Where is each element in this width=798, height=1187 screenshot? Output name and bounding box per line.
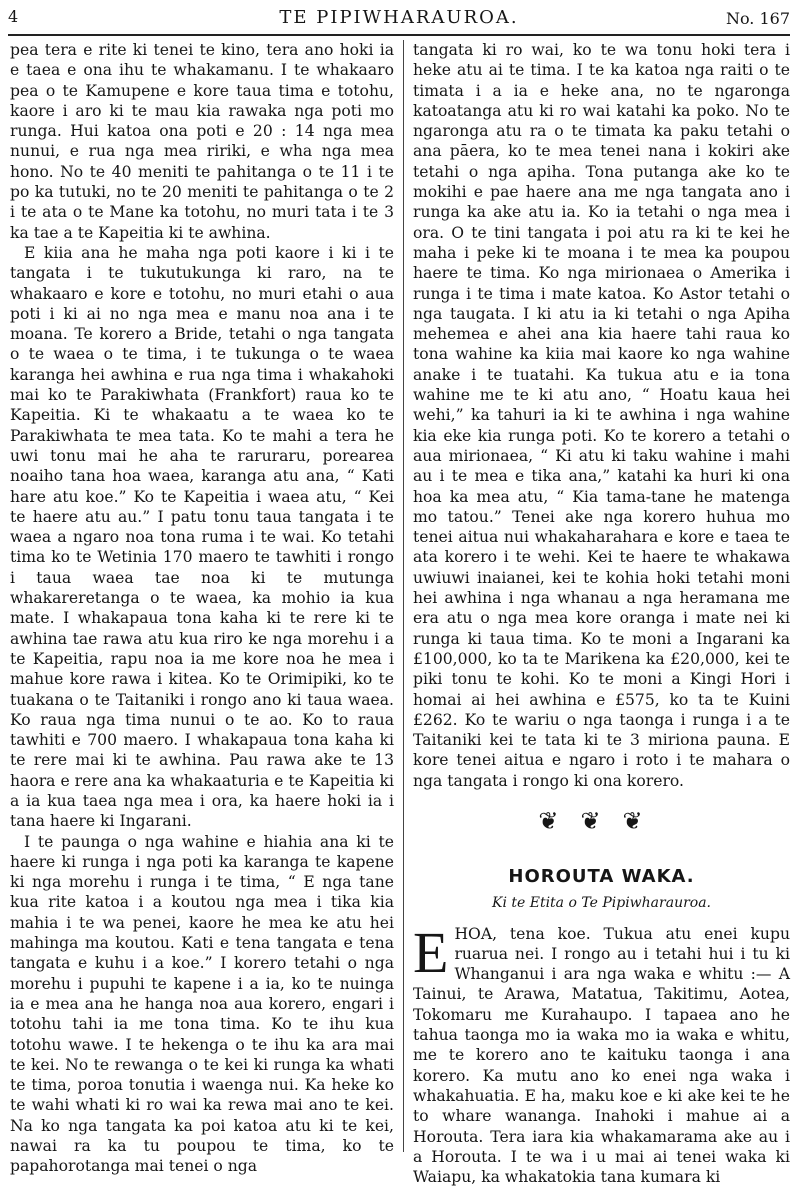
- page-header: [8, 4, 790, 36]
- right-column: [413, 40, 790, 1187]
- newspaper-title: TE PIPIWHARAUROA.: [279, 7, 519, 28]
- left-column: [10, 40, 394, 1176]
- column-divider: [403, 40, 404, 1152]
- article-body-text: HOA, tena koe. Tukua atu enei kupu ruarua nei. I rongo au i tetahi hui i tu ki Whanganui i ara nga waka e whitu :— A Tainui, te Arawa, Matatua, Takitimu, Aotea, Tokomaru me Kurahaupo. I tapaea ano he tahua taonga mo ia waka mo ia waka e whitu, me te korero ano te kaituku taonga i ana korero. Ka mutu ano ko enei nga waka i whakahuatia. E ha, maku koe e ki ake kei te he to whare wananga. Inahoki i mahue ai a Horouta. Tera iara kia whakamarama ake au i a Horouta. I te wa i u mai ai tenei waka ki Waiapu, ka whakatokia tana kumara ki: [413, 924, 790, 1187]
- article-body: [413, 919, 790, 1187]
- fleuron-icon: ❦: [622, 806, 665, 835]
- fleuron-icon: ❦: [538, 806, 581, 835]
- issue-number: No. 167: [725, 9, 790, 28]
- left-paragraph-2: E kiia ana he maha nga poti kaore i ki i te tangata i te tukutukunga ki raro, na te whakaaro e kore e totohu, no muri etahi o aua poti i ki ai no nga mea e manu noa ana i te moana. Te korero a Bride, tetahi o nga tangata o te waea o te tima, i te tukunga o te waea karanga hei awhina e rua nga tima i whakahoki mai ko te Parakiwhata (Frankfort) raua ko te Kapeitia. Ki te whakaatu a te waea ko te Parakiwhata te mea tata. Ko te mahi a tera he uwi tonu mai he aha te raruraru, porearea noaiho tana hoa waea, karanga atu ana, “ Kati hare atu koe.” Ko te Kapeitia i waea atu, “ Kei te haere atu au.” I patu tonu taua tangata i te waea a ngaro noa tona ruma i te wai. Ko tetahi tima ko te Wetinia 170 maero te tawhiti i rongo i taua waea tae noa ki te mutunga whakareretanga o te waea, ka mohio ia kua mate. I whakapaua tona kaha ki te rere ki te awhina tae rawa atu kua riro ke nga morehu i a te Kapeitia, rapu noa ia me kore noa he mea i mahue kore rawa i kitea. Ko te Orimipiki, ko te tuakana o te Taitaniki i rongo ano ki taua waea. Ko raua nga tima nunui o te ao. Ko to raua tawhiti e 700 maero. I whakapaua tona kaha ki te rere mai ki te awhina. Pau rawa ake te 13 haora e rere ana ka whakaaturia e te Kapeitia ki a ia kua taea nga mea i ora, ka haere hoki ia i tana haere ki Ingarani.: [10, 243, 394, 831]
- article-byline: Ki te Etita o Te Pipiwharauroa.: [491, 895, 712, 912]
- article-title: HOROUTA WAKA.: [508, 865, 695, 887]
- left-paragraph-1: pea tera e rite ki tenei te kino, tera ano hoki ia e taea e ona ihu te whakamanu. I te whakaaro pea o te Kamupene e kore taua tima e totohu, kaore i aro ki te mau kia rawaka nga poti mo runga. Hui katoa ona poti e 20 : 14 nga mea nunui, e rua nga mea ririki, e wha nga mea hono. No te 40 meniti te pahitanga o te 11 i te po ka tutuki, no te 20 meniti te pahitanga o te 2 i te ata o te Mane ka totohu, no muri tata i te 3 ka tae a te Kapeitia ki te awhina.: [10, 41, 394, 242]
- right-paragraph-1: tangata ki ro wai, ko te wa tonu hoki tera i heke atu ai te tima. I te ka katoa nga raiti o te timata i a ia e heke ana, no te ngaronga katoatanga atu ki ro wai katahi ka poko. No te ngaronga atu ra o te timata ka paku tetahi o ana pāera, ko te mea tenei nana i kokiri ake tetahi o nga apiha. Tona putanga ake ko te mokihi e pae haere ana me nga tangata ano i runga ka ake atu ia. Ko ia tetahi o nga mea i ora. O te tini tangata i poi atu ra ki te kei he maha i peke ki te moana i te mea ka poupou haere te tima. Ko nga mirionaea o Amerika i runga i te tima i mate katoa. Ko Astor tetahi o nga taugata. I ki atu ia ki tetahi o nga Apiha mehemea e ahei ana kia haere tahi raua ko tona wahine ka kiia mai kaore ko nga wahine anake i te tuatahi. Ka tukua atu e ia tona wahine me te ki atu ano, “ Hoatu kaua hei wehi,” ka tahuri ia ki te awhina i nga wahine kia eke kia runga poti. Ko te korero a tetahi o aua mirionaea, “ Ki atu ki taku wahine i mahi au i te mea e tika ana,” katahi ka huri ki ona hoa ka mea atu, “ Kia tama-tane he matenga mo tatou.” Tenei ake nga korero huhua mo tenei aitua nui whakaharahara e kore e taea te ata korero i te wehi. Kei te haere te whakawa uwiuwi inaianei, kei te kohia hoki tetahi moni hei awhina i nga whanau a nga heramana me era atu o nga mea kore oranga i mate nei ki runga ki taua tima. Ko te moni a Ingarani ka £100,000, ko ta te Marikena ka £20,000, kei te piki tonu te kohi. Ko te moni a Kingi Hori i homai ai hei awhina e £575, ko ta te Kuini £262. Ko te wariu o nga taonga i runga i a te Taitaniki kei te tata ki te 3 miriona pauna. E kore tenei aitua e ngaro i roto i te mahara o nga tangata i rongo ki ona korero.: [413, 41, 790, 790]
- header-rule: [8, 34, 790, 36]
- ornament-divider: [413, 806, 790, 841]
- left-paragraph-3: I te paunga o nga wahine e hiahia ana ki te haere ki runga i nga poti ka karanga te kapene ki nga morehu i runga i te tima, “ E nga tane kua rite katoa i a koutou nga mea i tika kia mahia i te wa penei, kaore he mea ke atu hei mahinga ma koutou. Kati e tena tangata e tena tangata e kuhu i a koe.” I korero tetahi o nga morehu i pupuhi te kapene i a ia, ko te nuinga ia e mea ana he hanga noa aua korero, engari i totohu tahi ia me tona tima. Ko te ihu kua totohu wawe. I te hekenga o te ihu ka ara mai te kei. No te rewanga o te kei ki runga ka whati te tima, poroa tonutia i waenga nui. Ka heke ko te wahi whati ki ro wai ka rewa mai ano te kei. Na ko nga tangata ka poi katoa atu ki te kei, nawai ra ka tu poupou te tima, ko te papahorotanga mai tenei o nga: [10, 832, 394, 1176]
- page-number: 4: [8, 7, 19, 26]
- drop-cap: E: [413, 919, 449, 985]
- fleuron-icon: ❦: [580, 806, 623, 835]
